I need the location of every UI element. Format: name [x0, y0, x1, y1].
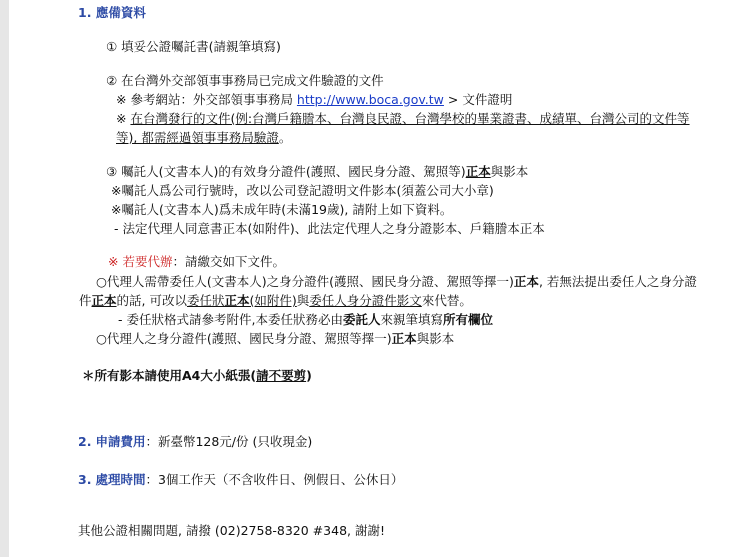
section-3-value: ：3個工作天（不含收件日、例假日、公休日） — [145, 472, 404, 487]
note-text-1: 在台灣發行的文件(例:台灣戶籍謄本、台灣良民證、台灣學校的畢業證書、成績單、台灣公司的文件等 — [130, 111, 690, 126]
proxy-line-2-i: 來代替。 — [421, 293, 472, 308]
item-3-note-3: - 法定代理人同意書正本(如附件)、此法定代理人之身分證影本、戶籍謄本正本 — [114, 221, 545, 236]
a4-note-underlined: 請不要剪 — [256, 368, 307, 383]
item-2-note-line-2 — [116, 129, 291, 146]
section-2-value: ：新臺幣128元/份 (只收現金) — [145, 434, 313, 449]
a4-note — [82, 367, 312, 384]
reference-prefix: ※ 參考網站：外交部領事事務局 — [116, 92, 297, 107]
item-3-note-1: ※囑託人爲公司行號時，改以公司登記證明文件影本(須蓋公司大小章) — [111, 183, 494, 198]
proxy-line-3-b: 委託人 — [342, 312, 381, 327]
section-1-title: 應備資料 — [95, 5, 146, 20]
note-prefix: ※ — [116, 111, 131, 126]
proxy-title: ※ 若要代辦 — [108, 254, 173, 269]
item-1: ① 填妥公證囑託書(請親筆填寫) — [106, 39, 281, 54]
boca-link[interactable]: http://www.boca.gov.tw — [296, 92, 444, 107]
section-3-title: 處理時間 — [95, 472, 146, 487]
proxy-line-4-suffix: 與影本 — [416, 331, 455, 346]
proxy-line-1 — [96, 273, 697, 290]
item-3-main — [106, 163, 528, 180]
proxy-line-2-h: 委任人身分證件影文 — [309, 293, 422, 308]
proxy-line-1-suffix: , 若無法提出委任人之身分證 — [538, 274, 697, 289]
proxy-line-2-g: 與 — [296, 293, 310, 308]
proxy-line-2-b: 正本 — [91, 293, 117, 308]
section-2 — [78, 433, 312, 450]
proxy-line-2-f: (如附件) — [249, 293, 297, 308]
proxy-line-4 — [96, 330, 454, 347]
proxy-line-3 — [118, 311, 493, 328]
item-3-note-2: ※囑託人(文書本人)爲未成年時(未滿19歲), 請附上如下資料。 — [111, 202, 453, 217]
reference-suffix: > 文件證明 — [443, 92, 513, 107]
item-2-note-line-1 — [116, 110, 690, 127]
item-2-reference — [116, 91, 512, 108]
section-1-number: 1. — [78, 5, 92, 20]
left-gutter — [0, 0, 9, 557]
section-1-heading — [78, 4, 146, 21]
proxy-line-4-text: ○代理人之身分證件(護照、國民身分證、駕照等擇一) — [96, 331, 392, 346]
proxy-line-2-e: 正本 — [224, 293, 250, 308]
item-2-main: ② 在台灣外交部領事事務局已完成文件驗證的文件 — [106, 73, 384, 88]
proxy-line-2-d: 委任狀 — [186, 293, 225, 308]
note-end: 。 — [278, 130, 292, 145]
a4-note-suffix: ) — [306, 368, 312, 383]
proxy-line-3-a: - 委任狀格式請參考附件,本委任狀務必由 — [118, 312, 343, 327]
note-text-2: 等), 都需經過領事事務局驗證 — [116, 130, 279, 145]
section-3 — [78, 471, 403, 488]
item-3-original: 正本 — [465, 164, 491, 179]
proxy-line-1-text: ○代理人需帶委任人(文書本人)之身分證件(護照、國民身分證、駕照等擇一) — [96, 274, 514, 289]
contact-line: 其他公證相關問題, 請撥 (02)2758-8320 #348, 謝謝! — [78, 523, 385, 538]
proxy-line-1-bold: 正本 — [513, 274, 539, 289]
proxy-title-suffix: ：請繳交如下文件。 — [172, 254, 285, 269]
item-3-text: ③ 囑託人(文書本人)的有效身分證件(護照、國民身分證、駕照等) — [106, 164, 466, 179]
proxy-line-2 — [79, 292, 472, 309]
proxy-line-4-bold: 正本 — [391, 331, 417, 346]
section-3-number: 3. — [78, 472, 92, 487]
item-3-suffix: 與影本 — [490, 164, 529, 179]
proxy-line-3-d: 所有欄位 — [443, 312, 494, 327]
proxy-line-2-a: 件 — [79, 293, 92, 308]
section-2-title: 申請費用 — [95, 434, 146, 449]
proxy-heading — [108, 253, 285, 270]
a4-note-text: ＊所有影本請使用A4大小紙張( — [82, 368, 257, 383]
proxy-line-2-c: 的話, 可改以 — [116, 293, 187, 308]
proxy-line-3-c: 來親筆填寫 — [380, 312, 443, 327]
section-2-number: 2. — [78, 434, 92, 449]
